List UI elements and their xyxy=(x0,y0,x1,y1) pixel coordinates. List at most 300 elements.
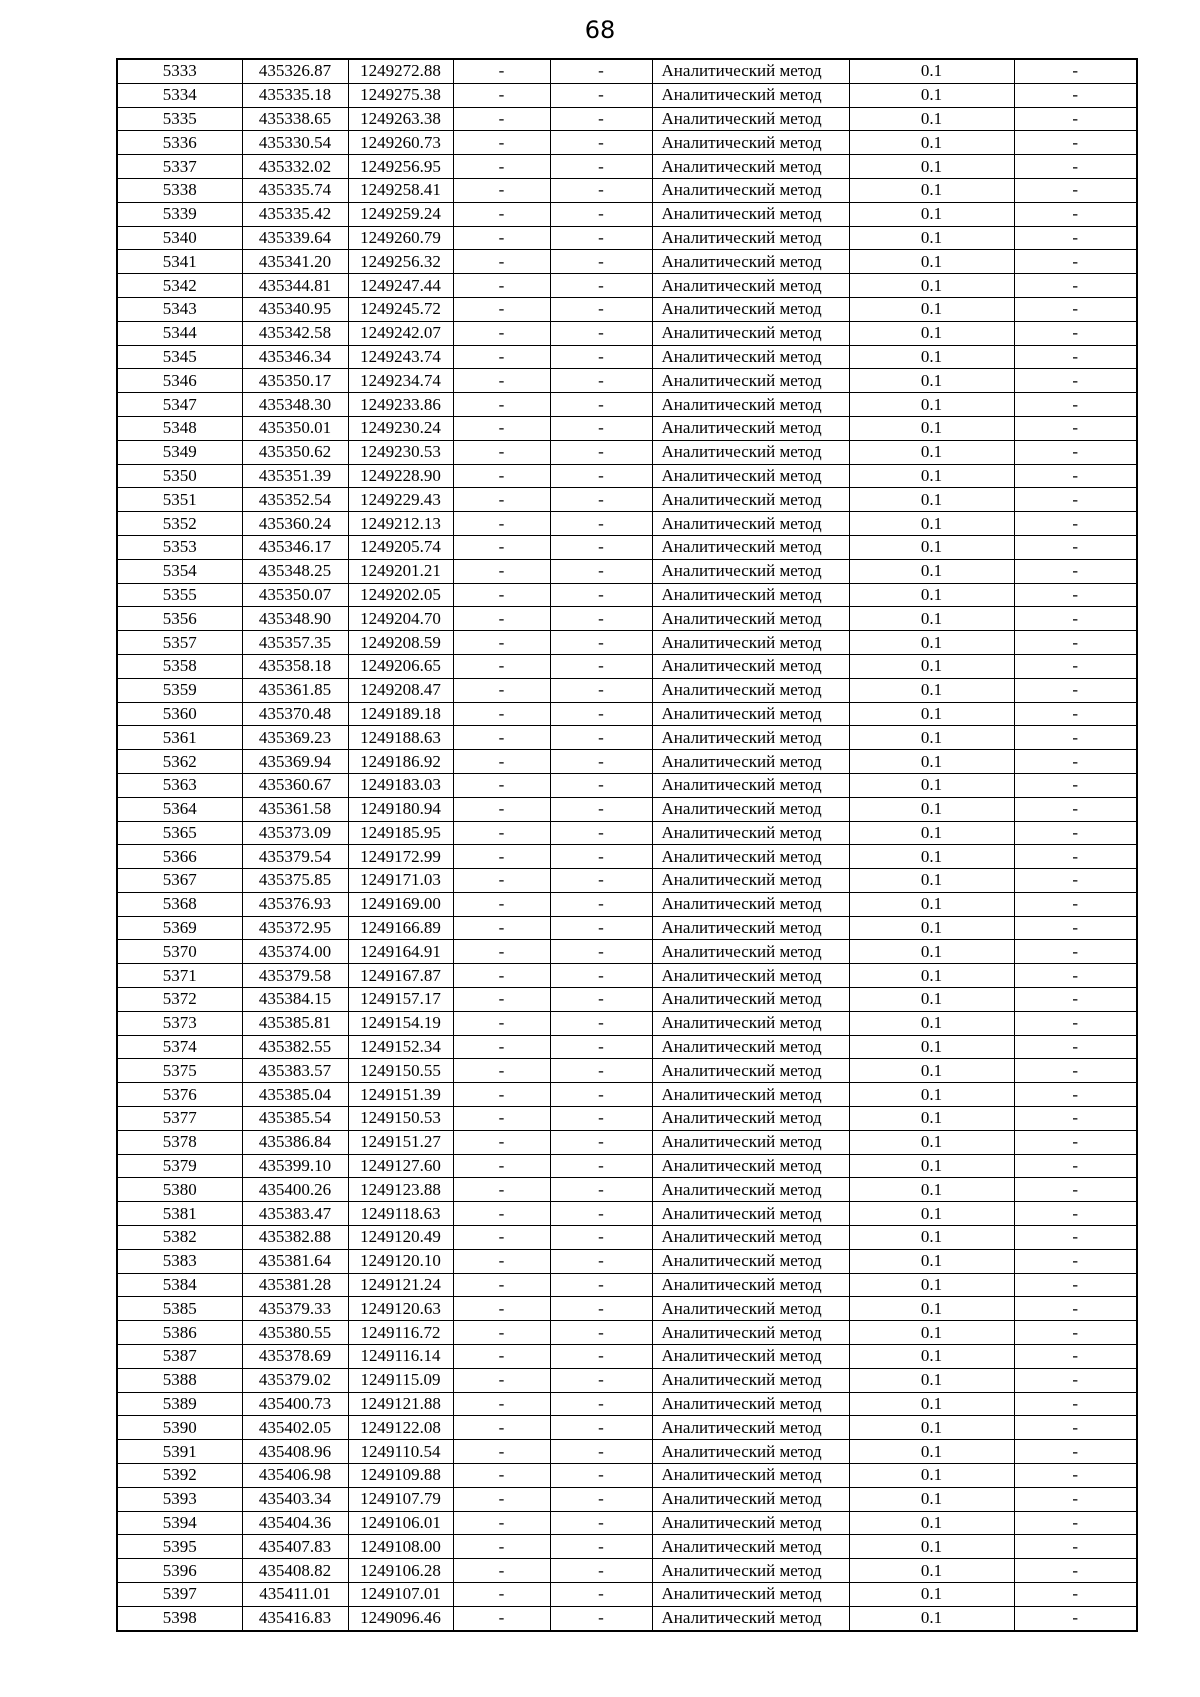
empty-cell: - xyxy=(453,1464,550,1488)
x-coordinate-cell: 435374.00 xyxy=(242,940,348,964)
x-coordinate-cell: 435385.04 xyxy=(242,1083,348,1107)
empty-cell: - xyxy=(453,1107,550,1131)
point-number-cell: 5397 xyxy=(117,1583,242,1607)
x-coordinate-cell: 435351.39 xyxy=(242,464,348,488)
point-number-cell: 5386 xyxy=(117,1321,242,1345)
empty-cell: - xyxy=(550,678,652,702)
y-coordinate-cell: 1249256.95 xyxy=(348,155,453,179)
method-cell: Аналитический метод xyxy=(652,1535,849,1559)
y-coordinate-cell: 1249228.90 xyxy=(348,464,453,488)
table-row xyxy=(117,178,1137,202)
table-row xyxy=(117,678,1137,702)
empty-cell: - xyxy=(1014,1321,1137,1345)
y-coordinate-cell: 1249120.10 xyxy=(348,1249,453,1273)
empty-cell: - xyxy=(550,631,652,655)
x-coordinate-cell: 435381.28 xyxy=(242,1273,348,1297)
empty-cell: - xyxy=(1014,964,1137,988)
x-coordinate-cell: 435369.94 xyxy=(242,750,348,774)
point-number-cell: 5376 xyxy=(117,1083,242,1107)
x-coordinate-cell: 435408.82 xyxy=(242,1559,348,1583)
table-body xyxy=(117,59,1137,1631)
precision-cell: 0.1 xyxy=(849,1345,1014,1369)
point-number-cell: 5396 xyxy=(117,1559,242,1583)
x-coordinate-cell: 435383.57 xyxy=(242,1059,348,1083)
x-coordinate-cell: 435404.36 xyxy=(242,1511,348,1535)
x-coordinate-cell: 435381.64 xyxy=(242,1249,348,1273)
empty-cell: - xyxy=(453,821,550,845)
empty-cell: - xyxy=(453,916,550,940)
method-cell: Аналитический метод xyxy=(652,1178,849,1202)
point-number-cell: 5398 xyxy=(117,1606,242,1630)
method-cell: Аналитический метод xyxy=(652,1368,849,1392)
method-cell: Аналитический метод xyxy=(652,321,849,345)
empty-cell: - xyxy=(1014,1392,1137,1416)
empty-cell: - xyxy=(453,1154,550,1178)
point-number-cell: 5334 xyxy=(117,83,242,107)
y-coordinate-cell: 1249121.24 xyxy=(348,1273,453,1297)
point-number-cell: 5378 xyxy=(117,1130,242,1154)
empty-cell: - xyxy=(550,83,652,107)
point-number-cell: 5343 xyxy=(117,297,242,321)
method-cell: Аналитический метод xyxy=(652,178,849,202)
empty-cell: - xyxy=(550,559,652,583)
empty-cell: - xyxy=(453,369,550,393)
y-coordinate-cell: 1249110.54 xyxy=(348,1440,453,1464)
precision-cell: 0.1 xyxy=(849,155,1014,179)
empty-cell: - xyxy=(550,1583,652,1607)
x-coordinate-cell: 435408.96 xyxy=(242,1440,348,1464)
empty-cell: - xyxy=(1014,988,1137,1012)
precision-cell: 0.1 xyxy=(849,202,1014,226)
x-coordinate-cell: 435330.54 xyxy=(242,131,348,155)
precision-cell: 0.1 xyxy=(849,678,1014,702)
empty-cell: - xyxy=(1014,1606,1137,1630)
point-number-cell: 5377 xyxy=(117,1107,242,1131)
empty-cell: - xyxy=(453,464,550,488)
empty-cell: - xyxy=(453,631,550,655)
table-row xyxy=(117,1440,1137,1464)
precision-cell: 0.1 xyxy=(849,1583,1014,1607)
empty-cell: - xyxy=(453,1249,550,1273)
empty-cell: - xyxy=(550,1321,652,1345)
point-number-cell: 5393 xyxy=(117,1487,242,1511)
empty-cell: - xyxy=(1014,416,1137,440)
y-coordinate-cell: 1249152.34 xyxy=(348,1035,453,1059)
table-row xyxy=(117,440,1137,464)
precision-cell: 0.1 xyxy=(849,845,1014,869)
table-row xyxy=(117,821,1137,845)
point-number-cell: 5338 xyxy=(117,178,242,202)
empty-cell: - xyxy=(550,1297,652,1321)
empty-cell: - xyxy=(550,155,652,179)
x-coordinate-cell: 435372.95 xyxy=(242,916,348,940)
empty-cell: - xyxy=(453,250,550,274)
method-cell: Аналитический метод xyxy=(652,416,849,440)
empty-cell: - xyxy=(1014,131,1137,155)
y-coordinate-cell: 1249230.24 xyxy=(348,416,453,440)
page-number: 68 xyxy=(584,16,616,44)
empty-cell: - xyxy=(1014,845,1137,869)
point-number-cell: 5348 xyxy=(117,416,242,440)
empty-cell: - xyxy=(1014,654,1137,678)
method-cell: Аналитический метод xyxy=(652,1511,849,1535)
y-coordinate-cell: 1249212.13 xyxy=(348,512,453,536)
x-coordinate-cell: 435386.84 xyxy=(242,1130,348,1154)
empty-cell: - xyxy=(550,512,652,536)
precision-cell: 0.1 xyxy=(849,1202,1014,1226)
precision-cell: 0.1 xyxy=(849,1368,1014,1392)
precision-cell: 0.1 xyxy=(849,1511,1014,1535)
precision-cell: 0.1 xyxy=(849,1464,1014,1488)
method-cell: Аналитический метод xyxy=(652,1154,849,1178)
precision-cell: 0.1 xyxy=(849,631,1014,655)
y-coordinate-cell: 1249205.74 xyxy=(348,535,453,559)
method-cell: Аналитический метод xyxy=(652,202,849,226)
x-coordinate-cell: 435373.09 xyxy=(242,821,348,845)
method-cell: Аналитический метод xyxy=(652,1226,849,1250)
precision-cell: 0.1 xyxy=(849,1606,1014,1630)
x-coordinate-cell: 435379.33 xyxy=(242,1297,348,1321)
y-coordinate-cell: 1249121.88 xyxy=(348,1392,453,1416)
empty-cell: - xyxy=(550,869,652,893)
table-row xyxy=(117,393,1137,417)
precision-cell: 0.1 xyxy=(849,892,1014,916)
x-coordinate-cell: 435346.17 xyxy=(242,535,348,559)
empty-cell: - xyxy=(453,1345,550,1369)
method-cell: Аналитический метод xyxy=(652,1273,849,1297)
empty-cell: - xyxy=(453,1321,550,1345)
y-coordinate-cell: 1249150.53 xyxy=(348,1107,453,1131)
y-coordinate-cell: 1249108.00 xyxy=(348,1535,453,1559)
method-cell: Аналитический метод xyxy=(652,559,849,583)
point-number-cell: 5350 xyxy=(117,464,242,488)
empty-cell: - xyxy=(453,1368,550,1392)
table-row xyxy=(117,83,1137,107)
empty-cell: - xyxy=(453,512,550,536)
table-row xyxy=(117,1559,1137,1583)
precision-cell: 0.1 xyxy=(849,1035,1014,1059)
method-cell: Аналитический метод xyxy=(652,1249,849,1273)
precision-cell: 0.1 xyxy=(849,464,1014,488)
point-number-cell: 5391 xyxy=(117,1440,242,1464)
point-number-cell: 5337 xyxy=(117,155,242,179)
precision-cell: 0.1 xyxy=(849,369,1014,393)
empty-cell: - xyxy=(550,1202,652,1226)
table-row xyxy=(117,654,1137,678)
empty-cell: - xyxy=(453,155,550,179)
method-cell: Аналитический метод xyxy=(652,1107,849,1131)
empty-cell: - xyxy=(453,178,550,202)
point-number-cell: 5335 xyxy=(117,107,242,131)
point-number-cell: 5395 xyxy=(117,1535,242,1559)
x-coordinate-cell: 435348.90 xyxy=(242,607,348,631)
empty-cell: - xyxy=(453,131,550,155)
empty-cell: - xyxy=(453,535,550,559)
empty-cell: - xyxy=(453,559,550,583)
table-row xyxy=(117,559,1137,583)
empty-cell: - xyxy=(550,1059,652,1083)
method-cell: Аналитический метод xyxy=(652,892,849,916)
x-coordinate-cell: 435382.55 xyxy=(242,1035,348,1059)
table-row xyxy=(117,250,1137,274)
point-number-cell: 5364 xyxy=(117,797,242,821)
precision-cell: 0.1 xyxy=(849,297,1014,321)
method-cell: Аналитический метод xyxy=(652,607,849,631)
method-cell: Аналитический метод xyxy=(652,631,849,655)
empty-cell: - xyxy=(550,750,652,774)
point-number-cell: 5355 xyxy=(117,583,242,607)
empty-cell: - xyxy=(1014,726,1137,750)
precision-cell: 0.1 xyxy=(849,797,1014,821)
table-row xyxy=(117,488,1137,512)
x-coordinate-cell: 435335.74 xyxy=(242,178,348,202)
y-coordinate-cell: 1249202.05 xyxy=(348,583,453,607)
table-row xyxy=(117,345,1137,369)
point-number-cell: 5341 xyxy=(117,250,242,274)
empty-cell: - xyxy=(453,1392,550,1416)
x-coordinate-cell: 435348.25 xyxy=(242,559,348,583)
empty-cell: - xyxy=(550,321,652,345)
x-coordinate-cell: 435360.24 xyxy=(242,512,348,536)
precision-cell: 0.1 xyxy=(849,1249,1014,1273)
table-row xyxy=(117,988,1137,1012)
empty-cell: - xyxy=(453,726,550,750)
y-coordinate-cell: 1249263.38 xyxy=(348,107,453,131)
empty-cell: - xyxy=(1014,83,1137,107)
table-row xyxy=(117,1464,1137,1488)
empty-cell: - xyxy=(550,821,652,845)
empty-cell: - xyxy=(1014,107,1137,131)
point-number-cell: 5351 xyxy=(117,488,242,512)
table-row xyxy=(117,1321,1137,1345)
empty-cell: - xyxy=(1014,559,1137,583)
y-coordinate-cell: 1249115.09 xyxy=(348,1368,453,1392)
empty-cell: - xyxy=(453,1440,550,1464)
point-number-cell: 5333 xyxy=(117,59,242,83)
empty-cell: - xyxy=(550,797,652,821)
point-number-cell: 5371 xyxy=(117,964,242,988)
empty-cell: - xyxy=(453,416,550,440)
method-cell: Аналитический метод xyxy=(652,1392,849,1416)
x-coordinate-cell: 435407.83 xyxy=(242,1535,348,1559)
table-row xyxy=(117,1345,1137,1369)
empty-cell: - xyxy=(453,107,550,131)
table-row xyxy=(117,1583,1137,1607)
precision-cell: 0.1 xyxy=(849,1226,1014,1250)
table-row xyxy=(117,726,1137,750)
precision-cell: 0.1 xyxy=(849,1011,1014,1035)
empty-cell: - xyxy=(1014,59,1137,83)
table-row xyxy=(117,369,1137,393)
empty-cell: - xyxy=(1014,1202,1137,1226)
empty-cell: - xyxy=(550,702,652,726)
empty-cell: - xyxy=(1014,464,1137,488)
empty-cell: - xyxy=(453,297,550,321)
y-coordinate-cell: 1249169.00 xyxy=(348,892,453,916)
empty-cell: - xyxy=(453,607,550,631)
empty-cell: - xyxy=(453,321,550,345)
precision-cell: 0.1 xyxy=(849,1107,1014,1131)
precision-cell: 0.1 xyxy=(849,488,1014,512)
precision-cell: 0.1 xyxy=(849,559,1014,583)
empty-cell: - xyxy=(1014,178,1137,202)
empty-cell: - xyxy=(550,202,652,226)
x-coordinate-cell: 435361.58 xyxy=(242,797,348,821)
empty-cell: - xyxy=(550,1464,652,1488)
y-coordinate-cell: 1249150.55 xyxy=(348,1059,453,1083)
empty-cell: - xyxy=(550,107,652,131)
table-row xyxy=(117,464,1137,488)
y-coordinate-cell: 1249151.39 xyxy=(348,1083,453,1107)
point-number-cell: 5368 xyxy=(117,892,242,916)
table-row xyxy=(117,297,1137,321)
empty-cell: - xyxy=(453,1059,550,1083)
x-coordinate-cell: 435379.58 xyxy=(242,964,348,988)
precision-cell: 0.1 xyxy=(849,178,1014,202)
x-coordinate-cell: 435369.23 xyxy=(242,726,348,750)
method-cell: Аналитический метод xyxy=(652,869,849,893)
empty-cell: - xyxy=(550,916,652,940)
empty-cell: - xyxy=(453,583,550,607)
empty-cell: - xyxy=(550,297,652,321)
empty-cell: - xyxy=(550,369,652,393)
precision-cell: 0.1 xyxy=(849,1083,1014,1107)
table-row xyxy=(117,416,1137,440)
table-row xyxy=(117,131,1137,155)
empty-cell: - xyxy=(1014,393,1137,417)
empty-cell: - xyxy=(453,1583,550,1607)
empty-cell: - xyxy=(550,1440,652,1464)
method-cell: Аналитический метод xyxy=(652,702,849,726)
y-coordinate-cell: 1249256.32 xyxy=(348,250,453,274)
table-row xyxy=(117,1368,1137,1392)
x-coordinate-cell: 435403.34 xyxy=(242,1487,348,1511)
table-row xyxy=(117,964,1137,988)
method-cell: Аналитический метод xyxy=(652,964,849,988)
empty-cell: - xyxy=(550,59,652,83)
table-row xyxy=(117,1083,1137,1107)
point-number-cell: 5374 xyxy=(117,1035,242,1059)
y-coordinate-cell: 1249127.60 xyxy=(348,1154,453,1178)
y-coordinate-cell: 1249106.28 xyxy=(348,1559,453,1583)
y-coordinate-cell: 1249245.72 xyxy=(348,297,453,321)
empty-cell: - xyxy=(1014,155,1137,179)
x-coordinate-cell: 435379.02 xyxy=(242,1368,348,1392)
precision-cell: 0.1 xyxy=(849,83,1014,107)
empty-cell: - xyxy=(1014,869,1137,893)
empty-cell: - xyxy=(1014,583,1137,607)
x-coordinate-cell: 435346.34 xyxy=(242,345,348,369)
y-coordinate-cell: 1249260.73 xyxy=(348,131,453,155)
empty-cell: - xyxy=(1014,535,1137,559)
point-number-cell: 5383 xyxy=(117,1249,242,1273)
point-number-cell: 5388 xyxy=(117,1368,242,1392)
point-number-cell: 5336 xyxy=(117,131,242,155)
empty-cell: - xyxy=(1014,1130,1137,1154)
method-cell: Аналитический метод xyxy=(652,1440,849,1464)
y-coordinate-cell: 1249107.79 xyxy=(348,1487,453,1511)
empty-cell: - xyxy=(1014,250,1137,274)
y-coordinate-cell: 1249183.03 xyxy=(348,773,453,797)
point-number-cell: 5346 xyxy=(117,369,242,393)
method-cell: Аналитический метод xyxy=(652,1487,849,1511)
empty-cell: - xyxy=(1014,1083,1137,1107)
y-coordinate-cell: 1249229.43 xyxy=(348,488,453,512)
y-coordinate-cell: 1249096.46 xyxy=(348,1606,453,1630)
y-coordinate-cell: 1249116.14 xyxy=(348,1345,453,1369)
precision-cell: 0.1 xyxy=(849,250,1014,274)
empty-cell: - xyxy=(1014,1249,1137,1273)
empty-cell: - xyxy=(1014,773,1137,797)
x-coordinate-cell: 435402.05 xyxy=(242,1416,348,1440)
y-coordinate-cell: 1249204.70 xyxy=(348,607,453,631)
y-coordinate-cell: 1249167.87 xyxy=(348,964,453,988)
method-cell: Аналитический метод xyxy=(652,59,849,83)
point-number-cell: 5372 xyxy=(117,988,242,1012)
point-number-cell: 5385 xyxy=(117,1297,242,1321)
precision-cell: 0.1 xyxy=(849,1273,1014,1297)
x-coordinate-cell: 435358.18 xyxy=(242,654,348,678)
empty-cell: - xyxy=(453,488,550,512)
point-number-cell: 5369 xyxy=(117,916,242,940)
table-row xyxy=(117,1511,1137,1535)
precision-cell: 0.1 xyxy=(849,1440,1014,1464)
x-coordinate-cell: 435341.20 xyxy=(242,250,348,274)
precision-cell: 0.1 xyxy=(849,59,1014,83)
empty-cell: - xyxy=(550,988,652,1012)
y-coordinate-cell: 1249186.92 xyxy=(348,750,453,774)
empty-cell: - xyxy=(453,83,550,107)
empty-cell: - xyxy=(453,988,550,1012)
x-coordinate-cell: 435360.67 xyxy=(242,773,348,797)
empty-cell: - xyxy=(1014,1011,1137,1035)
empty-cell: - xyxy=(453,869,550,893)
precision-cell: 0.1 xyxy=(849,345,1014,369)
x-coordinate-cell: 435350.07 xyxy=(242,583,348,607)
x-coordinate-cell: 435357.35 xyxy=(242,631,348,655)
empty-cell: - xyxy=(453,1011,550,1035)
method-cell: Аналитический метод xyxy=(652,821,849,845)
point-number-cell: 5367 xyxy=(117,869,242,893)
point-number-cell: 5375 xyxy=(117,1059,242,1083)
point-number-cell: 5357 xyxy=(117,631,242,655)
precision-cell: 0.1 xyxy=(849,750,1014,774)
empty-cell: - xyxy=(1014,797,1137,821)
empty-cell: - xyxy=(550,1130,652,1154)
y-coordinate-cell: 1249157.17 xyxy=(348,988,453,1012)
y-coordinate-cell: 1249206.65 xyxy=(348,654,453,678)
empty-cell: - xyxy=(1014,1511,1137,1535)
method-cell: Аналитический метод xyxy=(652,1345,849,1369)
y-coordinate-cell: 1249106.01 xyxy=(348,1511,453,1535)
precision-cell: 0.1 xyxy=(849,131,1014,155)
empty-cell: - xyxy=(1014,440,1137,464)
empty-cell: - xyxy=(550,940,652,964)
precision-cell: 0.1 xyxy=(849,512,1014,536)
table-row xyxy=(117,202,1137,226)
precision-cell: 0.1 xyxy=(849,274,1014,298)
empty-cell: - xyxy=(453,892,550,916)
empty-cell: - xyxy=(453,1511,550,1535)
empty-cell: - xyxy=(1014,631,1137,655)
x-coordinate-cell: 435370.48 xyxy=(242,702,348,726)
precision-cell: 0.1 xyxy=(849,726,1014,750)
empty-cell: - xyxy=(1014,1107,1137,1131)
coordinates-table xyxy=(116,58,1138,1632)
empty-cell: - xyxy=(550,1226,652,1250)
empty-cell: - xyxy=(1014,1464,1137,1488)
empty-cell: - xyxy=(453,964,550,988)
